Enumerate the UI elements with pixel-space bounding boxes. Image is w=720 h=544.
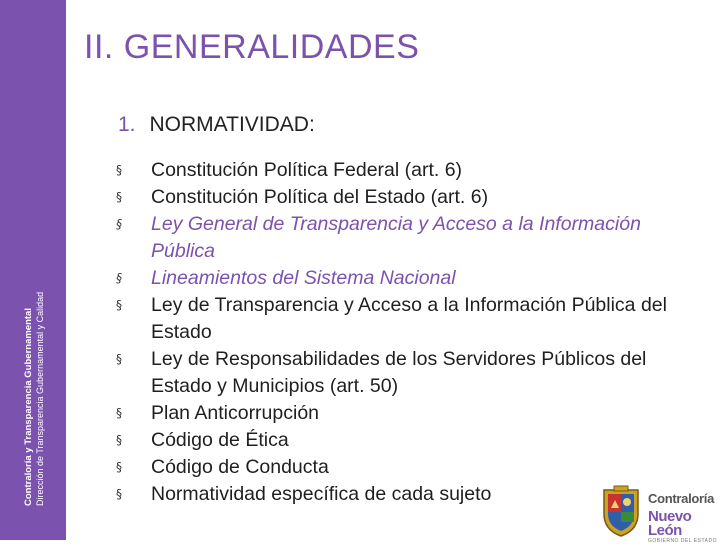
section-heading-text: NORMATIVIDAD: <box>149 113 315 136</box>
bullet-icon: § <box>116 190 122 204</box>
bullet-icon: § <box>116 271 122 285</box>
bullet-icon: § <box>116 217 122 231</box>
list-item-text: Lineamientos del Sistema Nacional <box>151 267 456 289</box>
list-item-text: Código de Ética <box>151 429 289 451</box>
list-item <box>116 400 696 427</box>
bullet-icon: § <box>116 298 122 312</box>
list-item <box>116 265 696 292</box>
bullet-icon: § <box>116 460 122 474</box>
list-item <box>116 346 696 400</box>
normativity-list <box>116 157 696 508</box>
list-item <box>116 184 696 211</box>
state-crest-icon <box>598 484 644 538</box>
list-item-text: Ley de Transparencia y Acceso a la Información Pública del Estado <box>151 294 667 343</box>
list-item <box>116 211 696 265</box>
bullet-icon: § <box>116 163 122 177</box>
logo-text <box>648 492 718 544</box>
list-item <box>116 292 696 346</box>
sidebar-line-1: Contraloría y Transparencia Gubernamental <box>23 308 34 506</box>
bullet-icon: § <box>116 487 122 501</box>
sidebar-line-2: Dirección de Transparencia Gubernamental y Calidad <box>35 291 45 506</box>
logo-line-3: GOBIERNO DEL ESTADO <box>648 538 717 544</box>
section-number: 1. <box>118 113 136 136</box>
logo-line-2: Nuevo León <box>648 508 692 539</box>
list-item <box>116 454 696 481</box>
list-item-text: Código de Conducta <box>151 456 329 478</box>
section-heading <box>118 113 315 137</box>
list-item-text: Ley General de Transparencia y Acceso a la Información Pública <box>151 213 641 262</box>
bullet-icon: § <box>116 352 122 366</box>
list-item-text: Constitución Política del Estado (art. 6) <box>151 186 489 208</box>
sidebar-text <box>24 292 45 506</box>
bullet-icon: § <box>116 406 122 420</box>
list-item-text: Normatividad específica de cada sujeto <box>151 483 492 505</box>
bullet-icon: § <box>116 433 122 447</box>
list-item <box>116 427 696 454</box>
logo-line-1: Contraloría <box>648 491 715 506</box>
list-item-text: Ley de Responsabilidades de los Servidores Públicos del Estado y Municipios (art. 50) <box>151 348 647 397</box>
contraloria-logo <box>598 484 718 544</box>
list-item <box>116 157 696 184</box>
page-title: II. GENERALIDADES <box>84 28 420 66</box>
list-item-text: Plan Anticorrupción <box>151 402 320 424</box>
list-item-text: Constitución Política Federal (art. 6) <box>151 159 463 181</box>
